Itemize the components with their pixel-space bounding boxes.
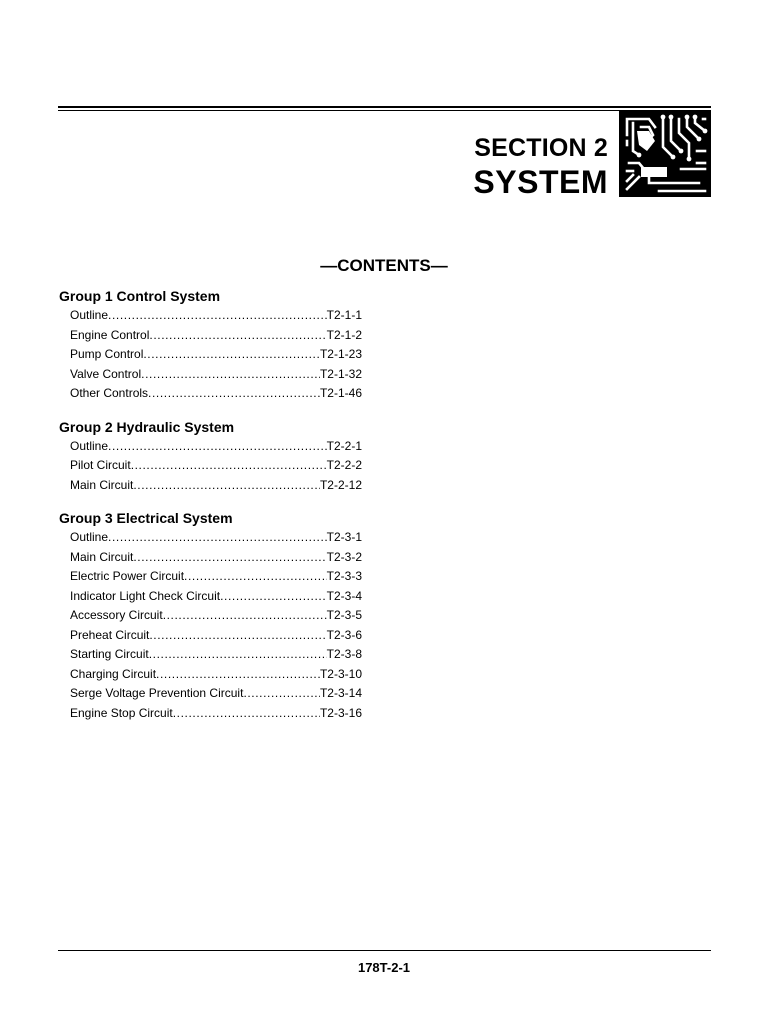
toc-entry[interactable] bbox=[59, 345, 362, 365]
toc-entry-label: Engine Control bbox=[70, 327, 150, 342]
toc-leader-dots bbox=[133, 548, 326, 568]
page-number: 178T-2-1 bbox=[357, 960, 411, 975]
contents-heading: —CONTENTS— bbox=[320, 256, 448, 275]
toc-leader-dots bbox=[133, 476, 320, 496]
toc-entry-page: T2-1-46 bbox=[319, 386, 362, 400]
toc-entry-page: T2-3-1 bbox=[326, 530, 362, 544]
toc-entry-label: Starting Circuit bbox=[70, 647, 149, 661]
toc-entry-label: Outline bbox=[70, 530, 109, 544]
toc-leader-dots bbox=[141, 365, 320, 385]
group-title: Group 1 Control System bbox=[59, 288, 221, 304]
toc-entry-page: T2-1-2 bbox=[326, 327, 362, 342]
toc-entry-label: Indicator Light Check Circuit bbox=[70, 588, 221, 603]
toc-entry-page: T2-3-14 bbox=[319, 686, 362, 700]
toc-entry-label: Valve Control bbox=[70, 366, 142, 381]
toc-entry[interactable] bbox=[59, 645, 362, 665]
toc-entry-page: T2-3-8 bbox=[326, 647, 362, 661]
toc-entry-page: T2-3-2 bbox=[326, 549, 362, 564]
group-hydraulic-system bbox=[59, 417, 379, 496]
toc-entry[interactable] bbox=[59, 384, 362, 404]
toc-entry[interactable] bbox=[59, 704, 362, 724]
toc-entry-page: T2-3-3 bbox=[326, 569, 362, 583]
toc-entry[interactable] bbox=[59, 476, 362, 496]
group-title: Group 2 Hydraulic System bbox=[59, 418, 235, 435]
toc-entry[interactable] bbox=[59, 437, 362, 457]
toc-leader-dots bbox=[220, 587, 327, 607]
toc-leader-dots bbox=[108, 528, 327, 548]
toc-leader-dots bbox=[149, 326, 326, 346]
toc-entry-page: T2-1-23 bbox=[319, 347, 362, 361]
toc-entry-label: Outline bbox=[70, 438, 109, 453]
toc-leader-dots bbox=[108, 306, 327, 326]
toc-entry-page: T2-3-5 bbox=[326, 608, 362, 622]
toc-leader-dots bbox=[148, 384, 320, 404]
toc-entry-page: T2-2-2 bbox=[326, 458, 362, 472]
toc-leader-dots bbox=[131, 456, 327, 476]
toc-entry-label: Main Circuit bbox=[70, 549, 134, 564]
toc-leader-dots bbox=[173, 704, 320, 724]
toc-leader-dots bbox=[163, 606, 327, 626]
header-rule-thin bbox=[58, 110, 711, 111]
toc-entry-label: Other Controls bbox=[70, 386, 149, 400]
excavator-circuit-logo-icon bbox=[619, 111, 711, 197]
section-title: SYSTEM bbox=[473, 164, 608, 200]
toc-entry-page: T2-1-32 bbox=[319, 366, 362, 381]
toc-entry-page: T2-2-1 bbox=[326, 438, 362, 453]
toc-entry-page: T2-1-1 bbox=[326, 308, 362, 322]
toc-entry-label: Preheat Circuit bbox=[70, 627, 150, 642]
toc-entry[interactable] bbox=[59, 365, 362, 385]
toc-entry[interactable] bbox=[59, 665, 362, 685]
toc-entry-label: Main Circuit bbox=[70, 477, 134, 492]
toc-entry[interactable] bbox=[59, 684, 362, 704]
toc-entry[interactable] bbox=[59, 326, 362, 346]
toc-entry-page: T2-3-6 bbox=[326, 627, 362, 642]
toc-entry-label: Electric Power Circuit bbox=[70, 569, 185, 583]
toc-entry-label: Engine Stop Circuit bbox=[70, 705, 173, 720]
toc-entry-label: Outline bbox=[70, 308, 109, 322]
toc-entry-label: Charging Circuit bbox=[70, 666, 157, 681]
toc-entry-page: T2-2-12 bbox=[319, 477, 362, 492]
toc-leader-dots bbox=[149, 645, 327, 665]
section-label: SECTION 2 bbox=[474, 134, 608, 162]
group-title: Group 3 Electrical System bbox=[59, 510, 233, 526]
toc-leader-dots bbox=[108, 437, 327, 457]
toc-entry[interactable] bbox=[59, 587, 362, 607]
toc-leader-dots bbox=[143, 345, 320, 365]
toc-entry[interactable] bbox=[59, 528, 362, 548]
toc-entry-page: T2-3-4 bbox=[326, 588, 362, 603]
toc-entry[interactable] bbox=[59, 567, 362, 587]
header-rule-thick bbox=[58, 106, 711, 108]
toc-entry[interactable] bbox=[59, 548, 362, 568]
toc-entry-label: Accessory Circuit bbox=[70, 608, 163, 622]
toc-leader-dots bbox=[156, 665, 320, 685]
toc-entry-page: T2-3-16 bbox=[319, 705, 362, 720]
toc-entry[interactable] bbox=[59, 606, 362, 626]
toc-leader-dots bbox=[243, 684, 320, 704]
toc-entry[interactable] bbox=[59, 626, 362, 646]
footer-rule bbox=[58, 950, 711, 951]
contents-list bbox=[59, 286, 379, 736]
group-control-system bbox=[59, 286, 379, 404]
toc-leader-dots bbox=[149, 626, 326, 646]
toc-entry-label: Serge Voltage Prevention Circuit bbox=[70, 686, 244, 700]
toc-entry-label: Pump Control bbox=[70, 347, 144, 361]
toc-leader-dots bbox=[184, 567, 327, 587]
toc-entry[interactable] bbox=[59, 456, 362, 476]
group-electrical-system bbox=[59, 508, 379, 723]
toc-entry[interactable] bbox=[59, 306, 362, 326]
toc-entry-label: Pilot Circuit bbox=[70, 458, 131, 472]
toc-entry-page: T2-3-10 bbox=[319, 666, 362, 681]
